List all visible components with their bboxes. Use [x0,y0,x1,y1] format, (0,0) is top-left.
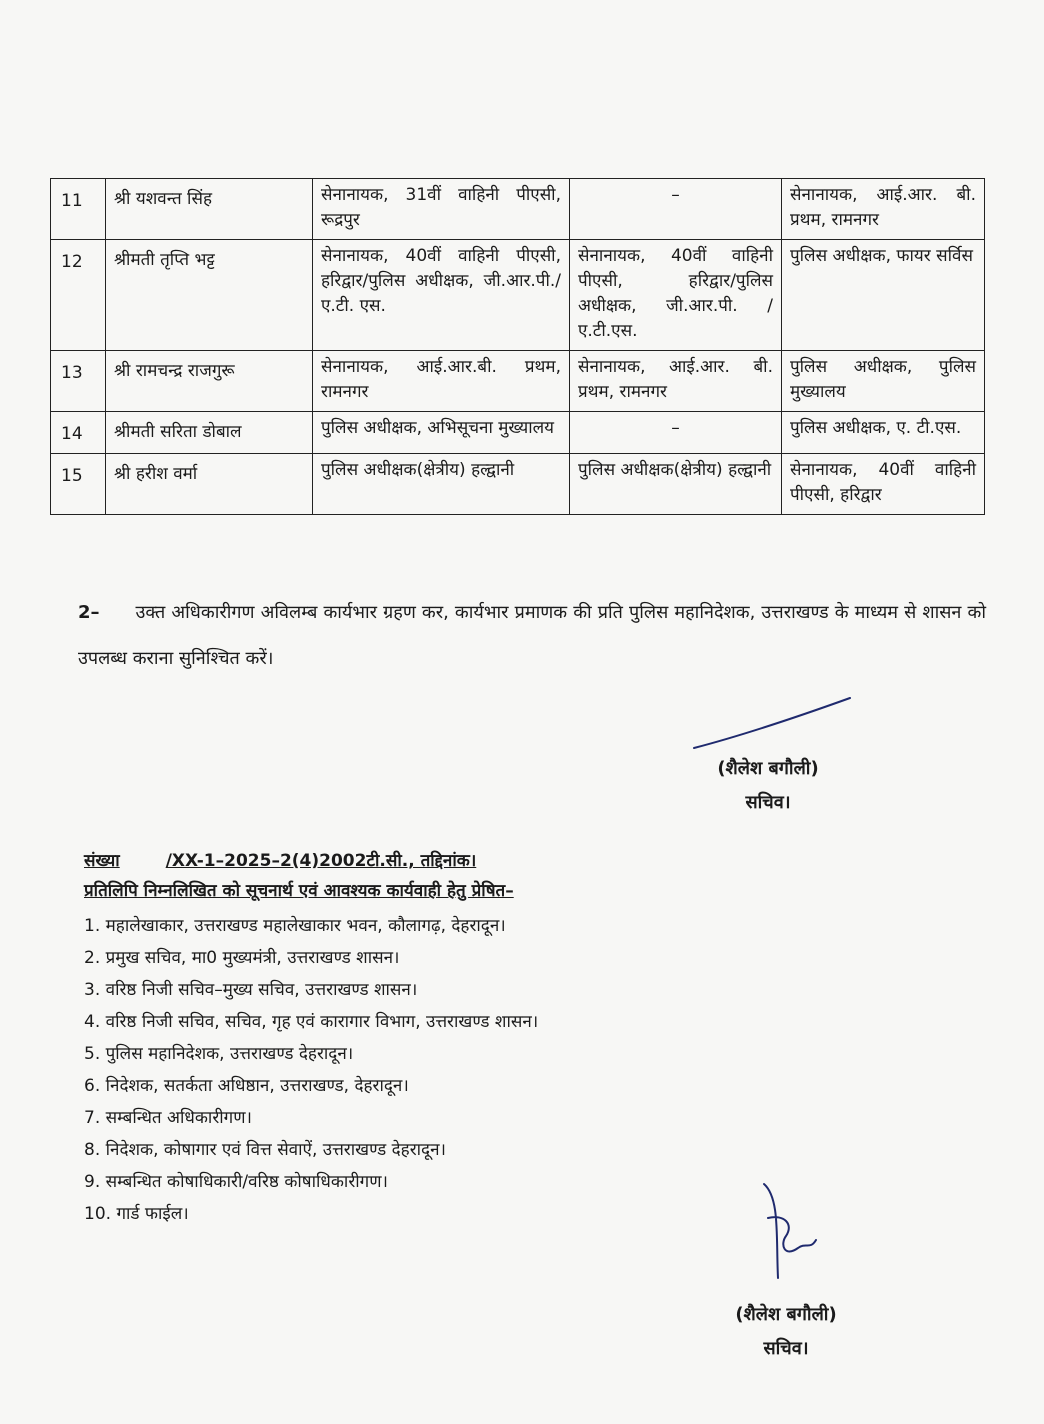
officer-name-cell: श्री यशवन्त सिंह [106,179,313,240]
new-post-cell: पुलिस अधीक्षक, पुलिस मुख्यालय [782,351,985,412]
list-item: 3. वरिष्ठ निजी सचिव–मुख्य सचिव, उत्तराखण्ड शासन। [84,980,418,1000]
list-item: 8. निदेशक, कोषागार एवं वित्त सेवाऐं, उत्तराखण्ड देहरादून। [84,1140,446,1160]
reference-block [84,846,704,906]
additional-charge-cell: पुलिस अधीक्षक(क्षेत्रीय) हल्द्वानी [570,454,782,515]
copy-heading: प्रतिलिपि निम्नलिखित को सूचनार्थ एवं आवश्यक कार्यवाही हेतु प्रेषित– [84,881,514,901]
signatory-name: (शैलेश बगौली) [717,758,819,779]
new-post-cell: पुलिस अधीक्षक, ए. टी.एस. [782,412,985,454]
signatory-block-1 [688,752,848,820]
officer-name-cell: श्रीमती सरिता डोबाल [106,412,313,454]
reference-number: /XX-1–2025–2(4)2002टी.सी., तद्दिनांक। [165,851,477,871]
list-item: 1. महालेखाकार, उत्तराखण्ड महालेखाकार भवन, कौलागढ़, देहरादून। [84,916,506,936]
serial-number-cell: 13 [51,351,106,412]
current-post-cell: सेनानायक, 40वीं वाहिनी पीएसी, हरिद्वार/पुलिस अधीक्षक, जी.आर.पी./ए.टी. एस. [313,240,570,351]
table-row [51,351,985,412]
table-row [51,454,985,515]
signatory-designation: सचिव। [763,1338,809,1359]
transfer-table [50,178,985,515]
copy-recipients-list [84,910,538,1230]
list-item: 4. वरिष्ठ निजी सचिव, सचिव, गृह एवं कारागार विभाग, उत्तराखण्ड शासन। [84,1012,539,1032]
additional-charge-cell: – [570,179,782,240]
list-item: 6. निदेशक, सतर्कता अधिष्ठान, उत्तराखण्ड, देहरादून। [84,1076,409,1096]
list-item: 10. गार्ड फाईल। [84,1204,189,1224]
list-item: 2. प्रमुख सचिव, मा0 मुख्यमंत्री, उत्तराखण्ड शासन। [84,948,400,968]
officer-name-cell: श्री रामचन्द्र राजगुरू [106,351,313,412]
new-post-cell: सेनानायक, 40वीं वाहिनी पीएसी, हरिद्वार [782,454,985,515]
current-post-cell: सेनानायक, 31वीं वाहिनी पीएसी, रूद्रपुर [313,179,570,240]
new-post-cell: सेनानायक, आई.आर. बी. प्रथम, रामनगर [782,179,985,240]
serial-number-cell: 15 [51,454,106,515]
table-row [51,179,985,240]
signatory-block-2 [706,1298,866,1366]
officer-name-cell: श्री हरीश वर्मा [106,454,313,515]
list-item: 7. सम्बन्धित अधिकारीगण। [84,1108,252,1128]
serial-number-cell: 14 [51,412,106,454]
signatory-designation: सचिव। [745,792,791,813]
paragraph-text: उक्त अधिकारीगण अविलम्ब कार्यभार ग्रहण कर, कार्यभार प्रमाणक की प्रति पुलिस महानिदेशक, उत्तराखण्ड के माध्यम से शासन को उपलब्ध कराना सुनिश्चित करें। [78,602,986,669]
signature-stroke [690,690,860,760]
table-row [51,412,985,454]
additional-charge-cell: – [570,412,782,454]
list-item: 9. सम्बन्धित कोषाधिकारी/वरिष्ठ कोषाधिकारीगण। [84,1172,388,1192]
handwritten-signature [750,1178,830,1288]
list-item: 5. पुलिस महानिदेशक, उत्तराखण्ड देहरादून। [84,1044,354,1064]
paragraph-number: 2– [78,602,100,623]
instruction-paragraph [78,590,986,682]
additional-charge-cell: सेनानायक, 40वीं वाहिनी पीएसी, हरिद्वार/पुलिस अधीक्षक, जी.आर.पी. /ए.टी.एस. [570,240,782,351]
signatory-name: (शैलेश बगौली) [735,1304,837,1325]
serial-number-cell: 11 [51,179,106,240]
serial-number-cell: 12 [51,240,106,351]
current-post-cell: पुलिस अधीक्षक, अभिसूचना मुख्यालय [313,412,570,454]
reference-line [84,846,704,876]
transfer-table-body [51,179,985,515]
reference-label: संख्या [84,851,120,871]
current-post-cell: पुलिस अधीक्षक(क्षेत्रीय) हल्द्वानी [313,454,570,515]
current-post-cell: सेनानायक, आई.आर.बी. प्रथम, रामनगर [313,351,570,412]
officer-name-cell: श्रीमती तृप्ति भट्ट [106,240,313,351]
new-post-cell: पुलिस अधीक्षक, फायर सर्विस [782,240,985,351]
additional-charge-cell: सेनानायक, आई.आर. बी. प्रथम, रामनगर [570,351,782,412]
table-row [51,240,985,351]
